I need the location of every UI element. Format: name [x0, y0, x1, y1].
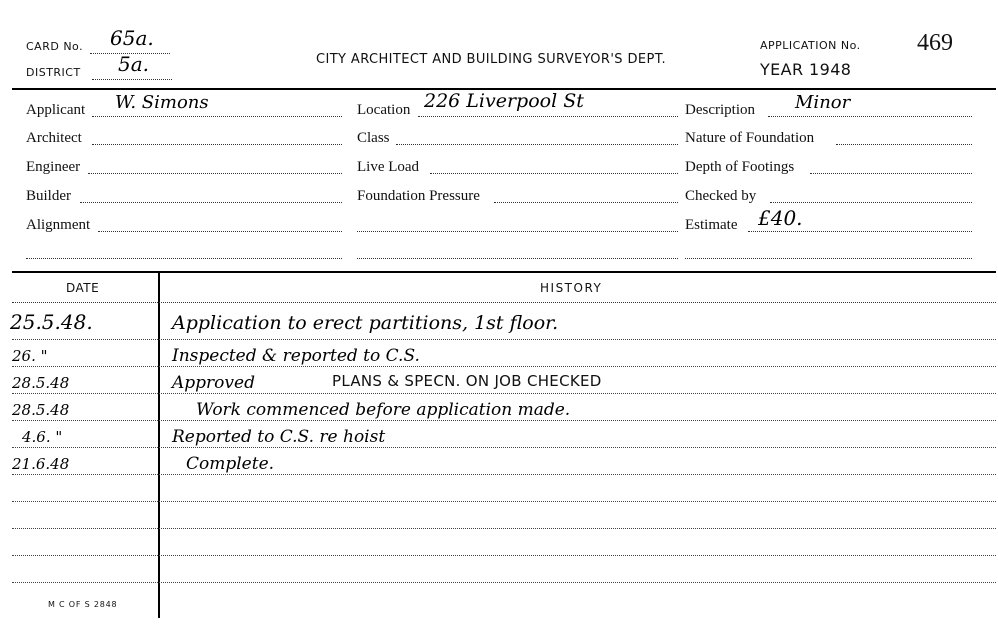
history-entry: Inspected & reported to C.S. — [172, 346, 420, 366]
application-no-label: APPLICATION No. — [760, 39, 861, 52]
class-line — [396, 144, 678, 145]
form-code: M C OF S 2848 — [48, 600, 118, 609]
description-label: Description — [685, 102, 755, 118]
history-date: 4.6. " — [22, 428, 63, 446]
table-rule — [12, 501, 996, 502]
row5-middle-line — [357, 231, 678, 232]
table-rule — [12, 366, 996, 367]
description-line — [768, 116, 972, 117]
application-no-value: 469 — [917, 30, 953, 56]
history-date: 21.6.48 — [12, 455, 70, 473]
card-no-label: CARD No. — [26, 40, 84, 53]
checked-by-label: Checked by — [685, 188, 757, 204]
estimate-label: Estimate — [685, 217, 738, 233]
nature-of-foundation-line — [836, 144, 972, 145]
table-rule — [12, 447, 996, 448]
district-value: 5a. — [118, 52, 150, 76]
history-entry: Application to erect partitions, 1st floor. — [172, 312, 559, 334]
row6-middle-line — [357, 258, 678, 259]
engineer-label: Engineer — [26, 159, 81, 175]
history-date: 25.5.48. — [10, 310, 93, 334]
table-rule — [12, 339, 996, 340]
estimate-value: £40. — [758, 206, 803, 230]
location-label: Location — [357, 102, 411, 118]
history-date: 28.5.48 — [12, 374, 70, 392]
history-entry: Complete. — [186, 454, 275, 474]
table-rule — [12, 474, 996, 475]
table-rule — [12, 582, 996, 583]
depth-of-footings-line — [810, 173, 972, 174]
plans-checked-stamp: PLANS & SPECN. ON JOB CHECKED — [332, 372, 602, 390]
table-rule — [12, 555, 996, 556]
foundation-pressure-line — [494, 202, 678, 203]
history-date: 26. " — [12, 347, 48, 365]
date-column-header: DATE — [66, 281, 100, 295]
location-value: 226 Liverpool St — [424, 90, 584, 112]
history-column-header: HISTORY — [540, 281, 603, 295]
foundation-pressure-label: Foundation Pressure — [357, 188, 480, 204]
history-date: 28.5.48 — [12, 401, 70, 419]
district-line — [92, 79, 172, 80]
history-entry: Work commenced before application made. — [196, 400, 571, 420]
applicant-label: Applicant — [26, 102, 86, 118]
district-label: DISTRICT — [26, 66, 81, 79]
alignment-label: Alignment — [26, 217, 91, 233]
applicant-line — [92, 116, 342, 117]
architect-label: Architect — [26, 130, 82, 146]
description-value: Minor — [795, 92, 851, 113]
live-load-line — [430, 173, 678, 174]
table-rule — [12, 420, 996, 421]
engineer-line — [88, 173, 342, 174]
history-entry: Approved — [172, 373, 255, 393]
table-column-divider — [158, 273, 160, 618]
row6-right-line — [685, 258, 972, 259]
nature-of-foundation-label: Nature of Foundation — [685, 130, 815, 146]
live-load-label: Live Load — [357, 159, 420, 175]
table-rule — [12, 528, 996, 529]
table-header-rule — [12, 302, 996, 303]
table-rule — [12, 393, 996, 394]
location-line — [418, 116, 678, 117]
depth-of-footings-label: Depth of Footings — [685, 159, 795, 175]
estimate-line — [748, 231, 972, 232]
history-entry: Reported to C.S. re hoist — [172, 427, 386, 447]
applicant-value: W. Simons — [115, 92, 209, 113]
checked-by-line — [770, 202, 972, 203]
department-title: CITY ARCHITECT AND BUILDING SURVEYOR'S DEPT. — [316, 52, 667, 67]
year-label: YEAR 1948 — [760, 60, 852, 79]
architect-line — [92, 144, 342, 145]
row6-left-line — [26, 258, 342, 259]
card-no-value: 65a. — [110, 26, 154, 50]
builder-line — [80, 202, 342, 203]
alignment-line — [98, 231, 342, 232]
builder-label: Builder — [26, 188, 71, 204]
class-label: Class — [357, 130, 390, 146]
